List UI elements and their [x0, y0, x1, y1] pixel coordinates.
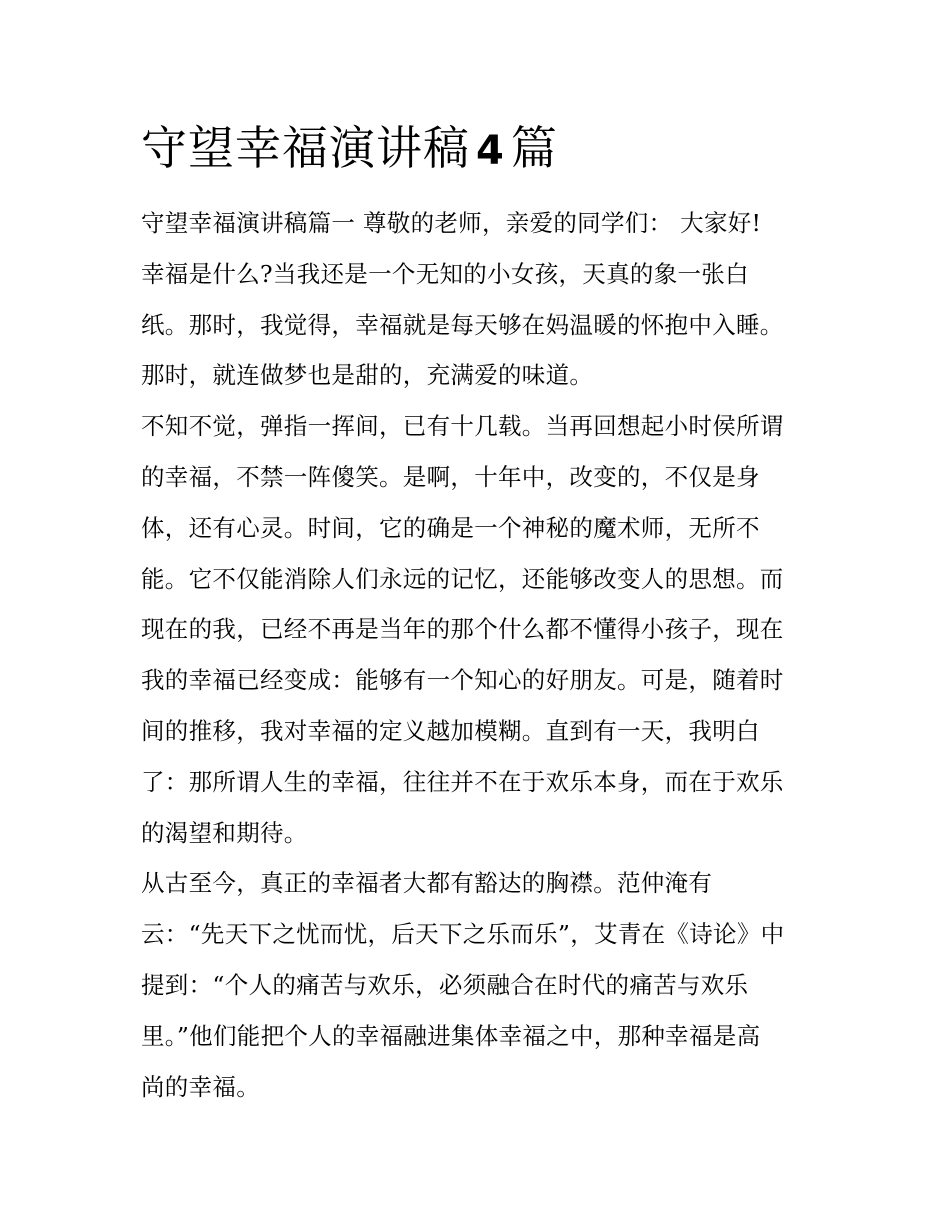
document-body — [141, 205, 821, 1119]
text-line: 幸福是什么?当我还是一个无知的小女孩，天真的象一张白 — [141, 259, 749, 288]
text-line: 体，还有心灵。时间，它的确是一个神秘的魔术师，无所不 — [141, 513, 760, 542]
text-line: 云：“先天下之忧而忧，后天下之乐而乐”，艾青在《诗论》中 — [141, 920, 785, 949]
text-line: 提到：“个人的痛苦与欢乐，必须融合在时代的痛苦与欢乐 — [141, 970, 749, 999]
text-line: 现在的我，已经不再是当年的那个什么都不懂得小孩子，现在 — [141, 615, 784, 644]
text-line: 里。”他们能把个人的幸福融进集体幸福之中，那种幸福是高 — [141, 1021, 761, 1050]
text-line: 不知不觉，弹指一挥间，已有十几载。当再回想起小时侯所谓 — [141, 412, 784, 441]
title-prefix: 守望幸福演讲稿 — [141, 121, 470, 175]
text-line: 守望幸福演讲稿篇一 尊敬的老师，亲爱的同学们： 大家好! — [141, 209, 762, 237]
text-line: 的渴望和期待。 — [141, 818, 308, 847]
text-line: 那时，就连做梦也是甜的，充满爱的味道。 — [141, 361, 594, 390]
text-line: 能。它不仅能消除人们永远的记忆，还能够改变人的思想。而 — [141, 564, 784, 593]
text-line: 从古至今，真正的幸福者大都有豁达的胸襟。范仲淹有 — [141, 869, 713, 898]
text-line: 了：那所谓人生的幸福，往往并不在于欢乐本身，而在于欢乐 — [141, 767, 784, 796]
title-number: 4 — [476, 128, 505, 174]
text-line: 纸。那时，我觉得，幸福就是每天够在妈温暖的怀抱中入睡。 — [141, 310, 784, 339]
document-title — [141, 118, 558, 181]
text-line: 的幸福，不禁一阵傻笑。是啊，十年中，改变的，不仅是身 — [141, 462, 760, 491]
text-line: 我的幸福已经变成：能够有一个知心的好朋友。可是，随着时 — [141, 666, 784, 695]
text-line: 间的推移，我对幸福的定义越加模糊。直到有一天，我明白 — [141, 716, 760, 745]
title-suffix: 篇 — [510, 121, 558, 175]
text-line: 尚的幸福。 — [141, 1072, 260, 1101]
